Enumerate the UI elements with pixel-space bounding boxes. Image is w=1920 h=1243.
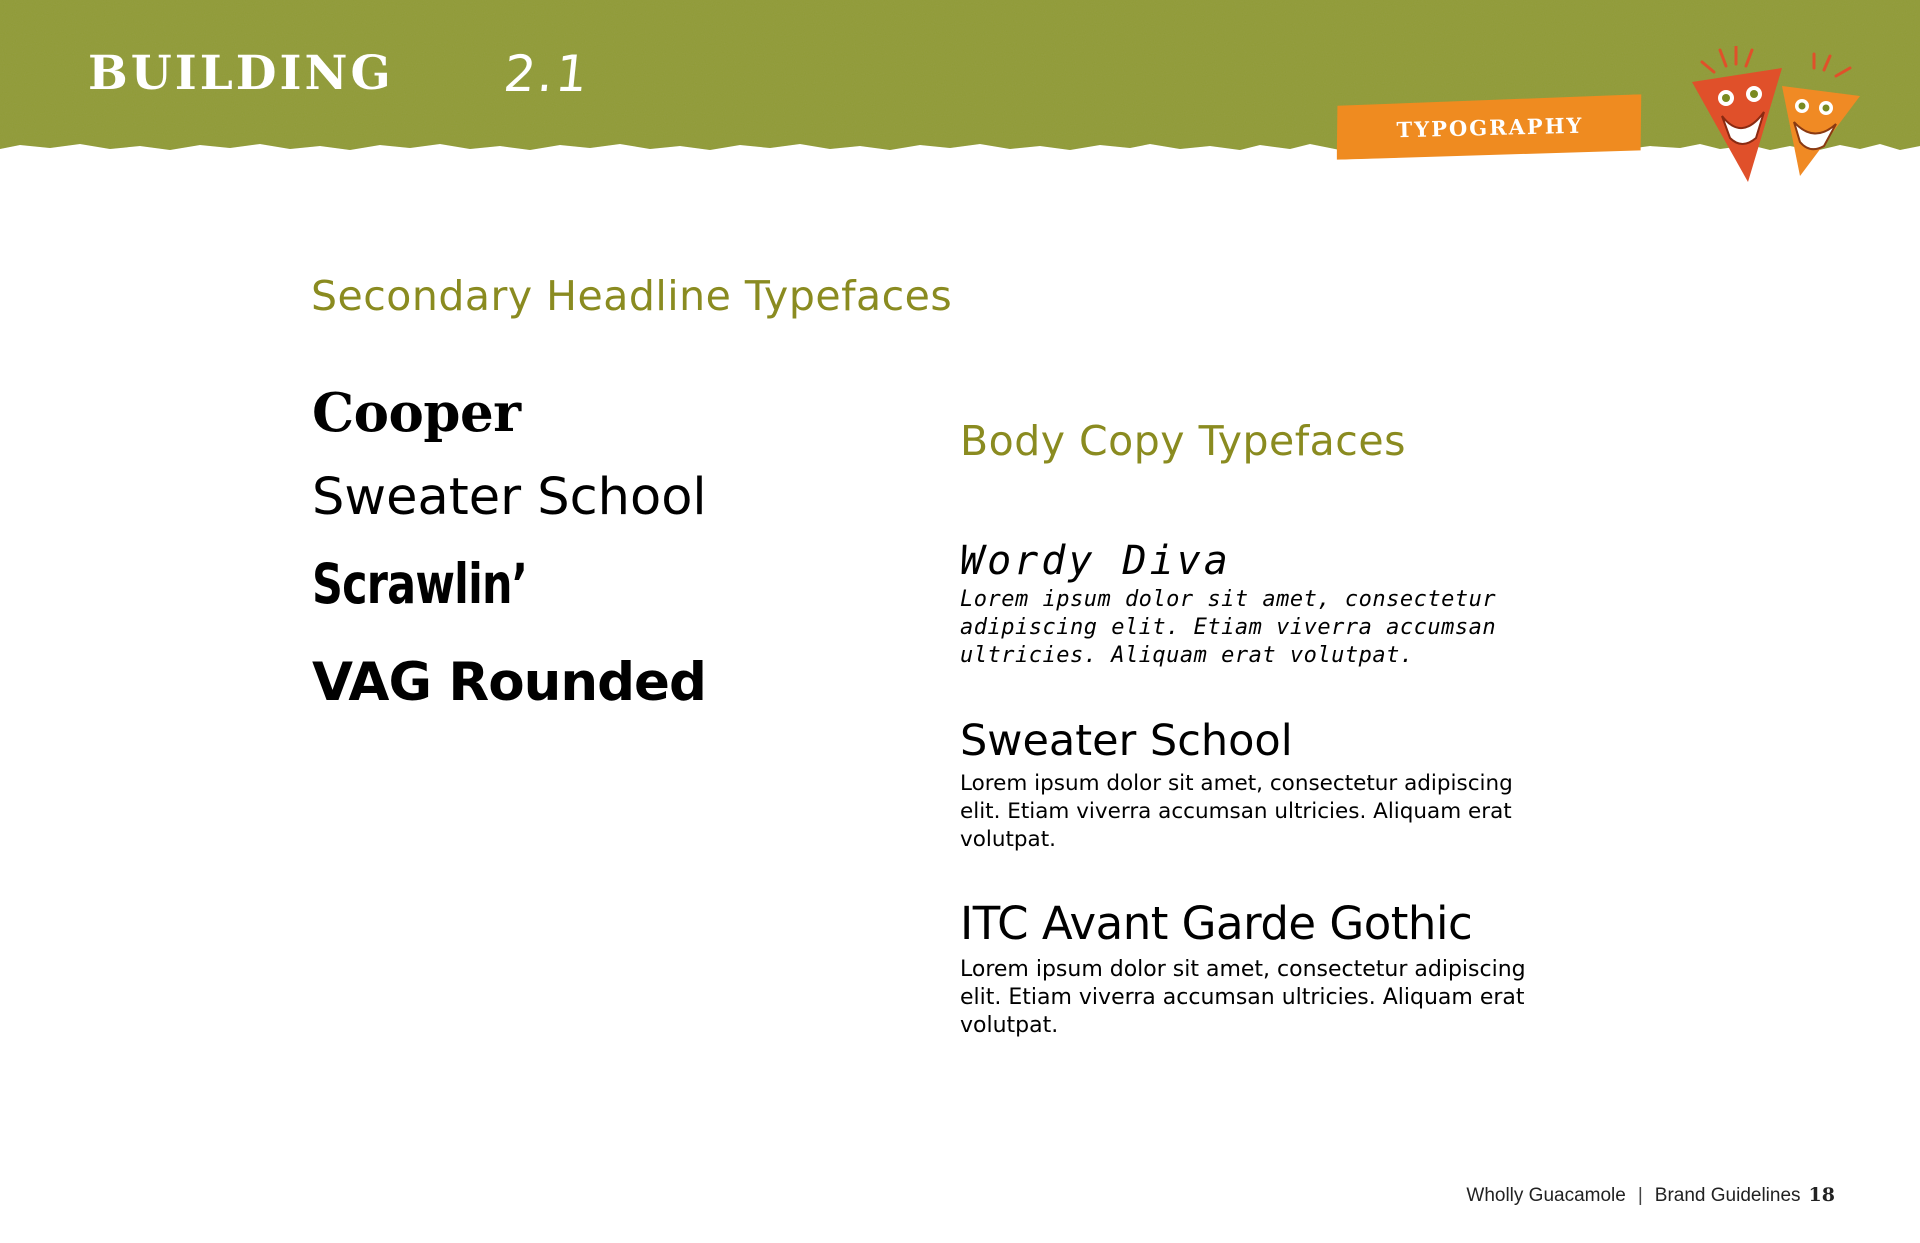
typeface-sample-scrawlin: Scrawlin’ [312, 552, 528, 616]
body-copy-typefaces-heading: Body Copy Typefaces [960, 417, 1406, 465]
body-typeface-block-sweater-school [960, 714, 1560, 854]
body-typeface-block-wordy-diva [960, 536, 1560, 670]
footer-doc-title: Brand Guidelines [1654, 1185, 1801, 1206]
typeface-sample-cooper: Cooper [312, 382, 521, 444]
header-version: 2.1 [500, 45, 593, 103]
body-typeface-sample-text: Lorem ipsum dolor sit amet, consectetur adipiscing elit. Etiam viverra accumsan ultricies. Aliquam erat volutpat. [960, 771, 1513, 852]
section-tab-label: TYPOGRAPHY [1396, 112, 1584, 142]
header-banner [0, 0, 1920, 160]
body-typeface-name: Wordy Diva [960, 538, 1231, 584]
section-tab [1335, 94, 1644, 160]
mascot-right-chip-icon [1782, 86, 1860, 176]
footer-brand: Wholly Guacamole [1466, 1185, 1626, 1206]
body-typeface-sample-text: Lorem ipsum dolor sit amet, consectetur adipiscing elit. Etiam viverra accumsan ultricies. Aliquam erat volutpat. [960, 587, 1497, 668]
typeface-sample-sweater-school: Sweater School [312, 468, 707, 527]
body-typeface-block-avant-garde [960, 896, 1560, 1040]
body-typeface-sample-text: Lorem ipsum dolor sit amet, consectetur adipiscing elit. Etiam viverra accumsan ultricies. Aliquam erat volutpat. [960, 957, 1526, 1038]
secondary-typefaces-heading: Secondary Headline Typefaces [311, 272, 953, 320]
footer-separator: | [1637, 1185, 1643, 1206]
page-number: 18 [1808, 1184, 1835, 1206]
page-footer [1466, 1184, 1835, 1207]
typeface-sample-vag-rounded: VAG Rounded [312, 652, 706, 713]
body-typeface-name: Sweater School [960, 716, 1293, 766]
header-title: BUILDING [88, 46, 394, 101]
body-typeface-name: ITC Avant Garde Gothic [960, 897, 1473, 950]
mascot-left-chip-icon [1692, 68, 1782, 182]
chip-mascot-logo [1690, 46, 1870, 186]
